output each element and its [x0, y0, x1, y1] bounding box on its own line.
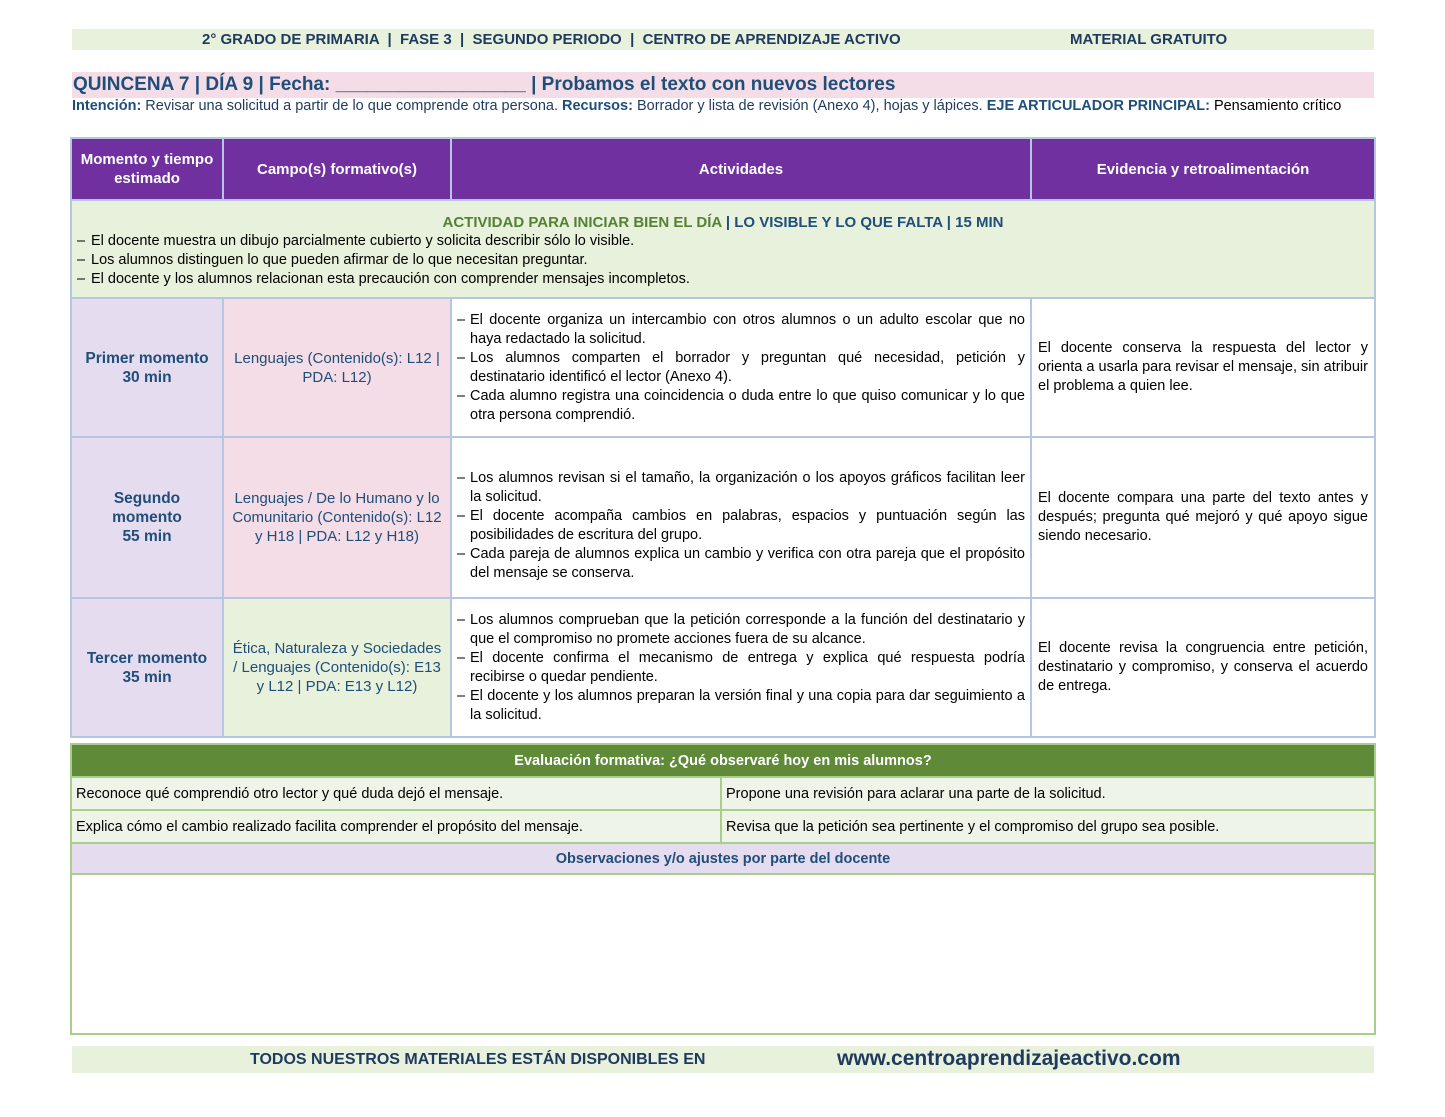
resources-text: Borrador y lista de revisión (Anexo 4), hojas y lápices.: [632, 98, 987, 114]
page-title: QUINCENA 7 | DÍA 9 | Fecha: __________________ | Probamos el texto con nuevos lectores: [72, 72, 1374, 98]
list-item: – Cada alumno registra una coincidencia o duda entre lo que quiso comunicar y lo que otra persona comprendió.: [457, 387, 1025, 425]
list-item: – Los alumnos revisan si el tamaño, la organización o los apoyos gráficos facilitan leer la solicitud.: [457, 469, 1025, 507]
table-row: [71, 810, 1375, 843]
start-activity-title-blue: | LO VISIBLE Y LO QUE FALTA | 15 MIN: [721, 214, 1004, 231]
list-item: – Los alumnos comprueban que la petición corresponde a la función del destinatario y que el compromiso no promete acciones fuera de su alcance.: [457, 611, 1025, 649]
campo-cell: Lenguajes (Contenido(s): L12 | PDA: L12): [223, 298, 451, 437]
moment-name: Tercer momento: [86, 649, 208, 667]
intent-text: Revisar una solicitud a partir de lo que comprende otra persona.: [141, 98, 563, 114]
list-item: – El docente y los alumnos relacionan esta precaución con comprender mensajes incompletos.: [77, 270, 1369, 289]
list-item: – El docente y los alumnos preparan la versión final y una copia para dar seguimiento a la solicitud.: [457, 687, 1025, 725]
moment-time: 35 min: [122, 668, 172, 686]
axis-label: EJE ARTICULADOR PRINCIPAL:: [986, 98, 1210, 114]
observations-header: [71, 843, 1375, 874]
evidence-cell: El docente compara una parte del texto antes y después; pregunta qué mejoró y qué apoyo sigue siendo necesario.: [1031, 437, 1375, 598]
start-activity-title: [77, 213, 1369, 232]
table-row: [71, 598, 1375, 737]
intent-label: Intención:: [72, 98, 142, 114]
resources-label: Recursos:: [562, 98, 633, 114]
header-bar: [72, 29, 1374, 50]
footer-text: TODOS NUESTROS MATERIALES ESTÁN DISPONIBLES EN: [250, 1051, 706, 1068]
header-actividades: Actividades: [451, 138, 1031, 200]
header-free-material: MATERIAL GRATUITO: [1070, 31, 1228, 48]
evaluation-item: Explica cómo el cambio realizado facilita comprender el propósito del mensaje.: [71, 810, 721, 843]
list-item: – Cada pareja de alumnos explica un cambio y verifica con otra pareja que el propósito del mensaje se conserva.: [457, 545, 1025, 583]
list-item: – El docente acompaña cambios en palabras, espacios y puntuación según las posibilidades de escritura del grupo.: [457, 507, 1025, 545]
moment-cell: [71, 437, 223, 598]
list-item: – El docente muestra un dibujo parcialmente cubierto y solicita describir sólo lo visible.: [77, 232, 1369, 251]
header-campo: Campo(s) formativo(s): [223, 138, 451, 200]
start-activity-list: [77, 232, 1369, 289]
header-grade-info: 2° GRADO DE PRIMARIA | FASE 3 | SEGUNDO PERIODO | CENTRO DE APRENDIZAJE ACTIVO: [202, 31, 901, 48]
header-moment: Momento y tiempo estimado: [71, 138, 223, 200]
evaluation-title: Evaluación formativa: ¿Qué observaré hoy en mis alumnos?: [71, 744, 1375, 777]
start-activity-title-green: ACTIVIDAD PARA INICIAR BIEN EL DÍA: [442, 214, 722, 231]
evidence-cell: El docente revisa la congruencia entre petición, destinatario y compromiso, y conserva el acuerdo de entrega.: [1031, 598, 1375, 737]
evaluation-table: [70, 743, 1376, 1035]
evaluation-item: Revisa que la petición sea pertinente y el compromiso del grupo sea posible.: [721, 810, 1375, 843]
intent-block: [72, 97, 1374, 116]
moment-cell: [71, 298, 223, 437]
axis-text: Pensamiento crítico: [1213, 98, 1342, 114]
moment-time: 55 min: [122, 528, 172, 545]
moment-name: Primer momento: [85, 349, 209, 367]
list-item: – El docente organiza un intercambio con otros alumnos o un adulto escolar que no haya redactado la solicitud.: [457, 311, 1025, 349]
footer-website-link[interactable]: www.centroaprendizajeactivo.com: [837, 1047, 1181, 1070]
table-row: [71, 298, 1375, 437]
table-row: [71, 777, 1375, 810]
table-header-row: [71, 138, 1375, 200]
list-item: – Los alumnos distinguen lo que pueden afirmar de lo que necesitan preguntar.: [77, 251, 1369, 270]
evaluation-item: Propone una revisión para aclarar una parte de la solicitud.: [721, 777, 1375, 810]
evaluation-header: [71, 744, 1375, 777]
activities-cell: [451, 598, 1031, 737]
table-row: [71, 437, 1375, 598]
evidence-cell: El docente conserva la respuesta del lector y orienta a usarla para revisar el mensaje, sin atribuir el problema a quien lee.: [1031, 298, 1375, 437]
observations-area: [71, 874, 1375, 1034]
moment-time: 30 min: [122, 368, 172, 386]
evaluation-item: Reconoce qué comprendió otro lector y qué duda dejó el mensaje.: [71, 777, 721, 810]
moment-name: Segundo momento: [112, 490, 182, 526]
campo-cell: Lenguajes / De lo Humano y lo Comunitario (Contenido(s): L12 y H18 | PDA: L12 y H18): [223, 437, 451, 598]
list-item: – El docente confirma el mecanismo de entrega y explica qué respuesta podría recibirse o quedar pendiente.: [457, 649, 1025, 687]
observations-title: Observaciones y/o ajustes por parte del docente: [71, 843, 1375, 874]
planning-table: [70, 137, 1376, 738]
list-item: – Los alumnos comparten el borrador y preguntan qué necesidad, petición y destinatario identificó el lector (Anexo 4).: [457, 349, 1025, 387]
activities-cell: [451, 437, 1031, 598]
campo-cell: Ética, Naturaleza y Sociedades / Lenguajes (Contenido(s): E13 y L12 | PDA: E13 y L12): [223, 598, 451, 737]
moment-cell: [71, 598, 223, 737]
activities-cell: [451, 298, 1031, 437]
start-activity-row: [71, 200, 1375, 298]
observations-box[interactable]: [71, 874, 1375, 1034]
header-evidencia: Evidencia y retroalimentación: [1031, 138, 1375, 200]
footer-bar: [72, 1046, 1374, 1073]
